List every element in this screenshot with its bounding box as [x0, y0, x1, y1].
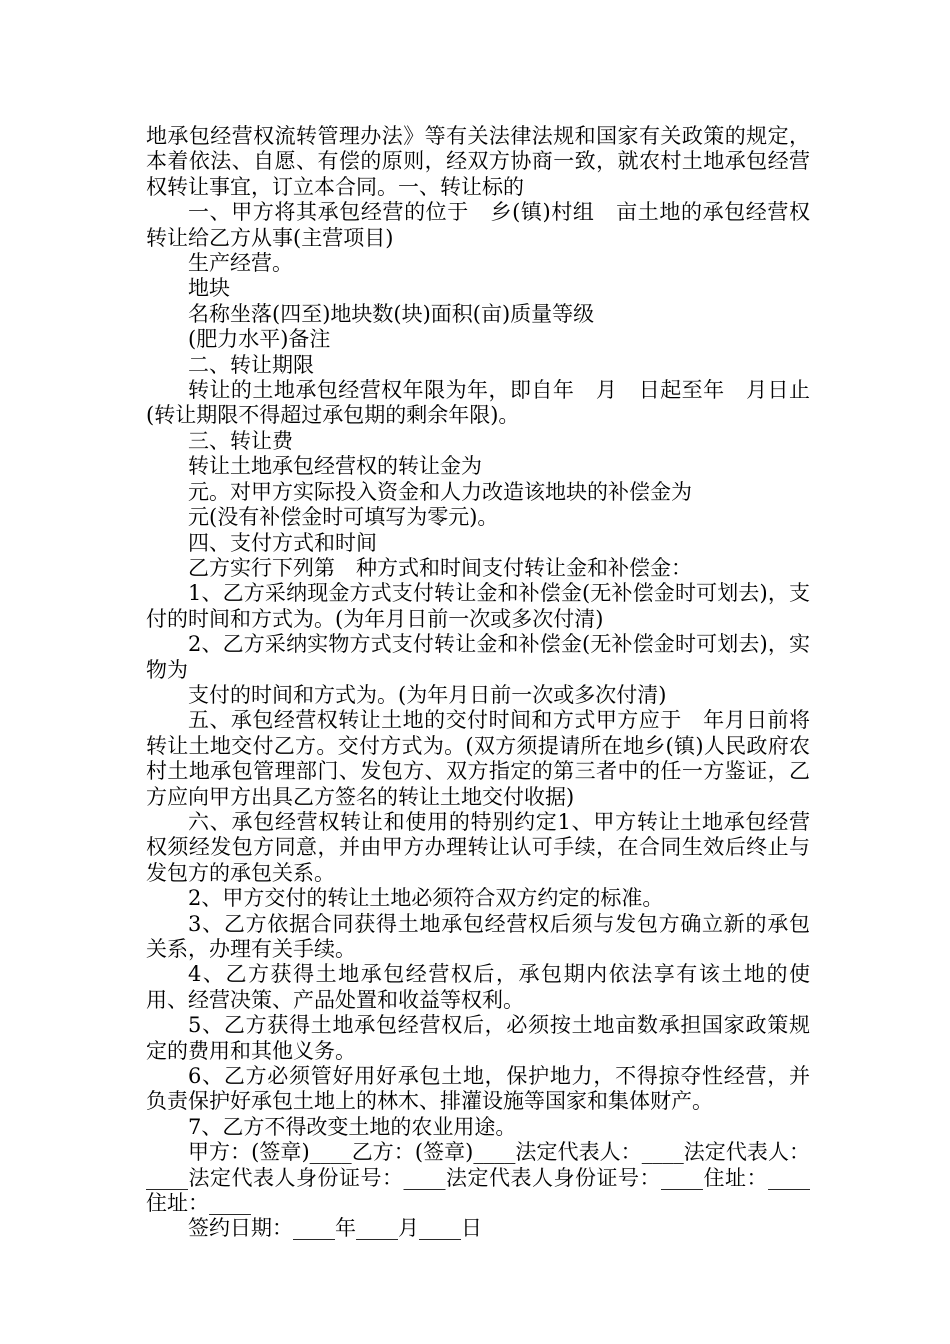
signature-block: 甲方：(签章)____乙方：(签章)____法定代表人：____法定代表人：____法定代表人身份证号：____法定代表人身份证号：____住址：____住址：____ [146, 1140, 810, 1216]
paragraph-payment-kind: 2、乙方采纳实物方式支付转让金和补偿金(无补偿金时可划去)，实物为 [146, 632, 810, 682]
paragraph-fee-amount: 转让土地承包经营权的转让金为 [188, 454, 482, 479]
paragraph-payment-cash: 1、乙方采纳现金方式支付转让金和补偿金(无补偿金时可划去)，支付的时间和方式为。(为年月日前一次或多次付清) [146, 581, 810, 631]
paragraph-plot-fields: 名称坐落(四至)地块数(块)面积(亩)质量等级 [188, 301, 595, 326]
paragraph-compensation-note: 元(没有补偿金时可填写为零元)。 [188, 505, 499, 530]
paragraph-term-4: 4、乙方获得土地承包经营权后，承包期内依法享有该土地的使用、经营决策、产品处置和收益等权利。 [146, 962, 810, 1012]
document-page [146, 124, 810, 1242]
paragraph-plot-notes: (肥力水平)备注 [188, 327, 331, 352]
paragraph-intro: 地承包经营权流转管理办法》等有关法律法规和国家有关政策的规定，本着依法、自愿、有偿的原则，经双方协商一致，就农村土地承包经营权转让事宜，订立本合同。一、转让标的 [146, 124, 810, 199]
heading-payment: 四、支付方式和时间 [188, 530, 377, 555]
heading-term: 二、转让期限 [188, 352, 314, 377]
paragraph-term: 转让的土地承包经营权年限为年，即自年 月 日起至年 月日止(转让期限不得超过承包期的剩余年限)。 [146, 378, 810, 428]
paragraph-payment-time: 支付的时间和方式为。(为年月日前一次或多次付清) [188, 682, 667, 707]
paragraph-delivery: 五、承包经营权转让土地的交付时间和方式甲方应于 年月日前将转让土地交付乙方。交付方式为。(双方须提请所在地乡(镇)人民政府农村土地承包管理部门、发包方、双方指定的第三者中的任一方鉴证，乙方应向甲方出具乙方签名的转让土地交付收据) [146, 708, 810, 809]
paragraph-term-2: 2、甲方交付的转让土地必须符合双方约定的标准。 [188, 886, 664, 911]
paragraph-production: 生产经营。 [188, 251, 293, 276]
paragraph-term-5: 5、乙方获得土地承包经营权后，必须按土地亩数承担国家政策规定的费用和其他义务。 [146, 1013, 810, 1063]
heading-fee: 三、转让费 [188, 428, 293, 453]
paragraph-term-3: 3、乙方依据合同获得土地承包经营权后须与发包方确立新的承包关系，办理有关手续。 [146, 911, 810, 961]
paragraph-term-6: 6、乙方必须管好用好承包土地，保护地力，不得掠夺性经营，并负责保护好承包土地上的林木、排灌设施等国家和集体财产。 [146, 1064, 810, 1114]
paragraph-compensation: 元。对甲方实际投入资金和人力改造该地块的补偿金为 [188, 479, 692, 504]
paragraph-payment-intro: 乙方实行下列第 种方式和时间支付转让金和补偿金： [188, 555, 692, 580]
paragraph-clause-1: 一、甲方将其承包经营的位于 乡(镇)村组 亩土地的承包经营权转让给乙方从事(主营项目) [146, 200, 810, 250]
paragraph-special-terms: 六、承包经营权转让和使用的特别约定1、甲方转让土地承包经营权须经发包方同意，并由甲方办理转让认可手续，在合同生效后终止与发包方的承包关系。 [146, 809, 810, 885]
paragraph-term-7: 7、乙方不得改变土地的农业用途。 [188, 1114, 517, 1139]
paragraph-plot: 地块 [188, 276, 230, 301]
signing-date: 签约日期：____年____月____日 [188, 1216, 482, 1241]
